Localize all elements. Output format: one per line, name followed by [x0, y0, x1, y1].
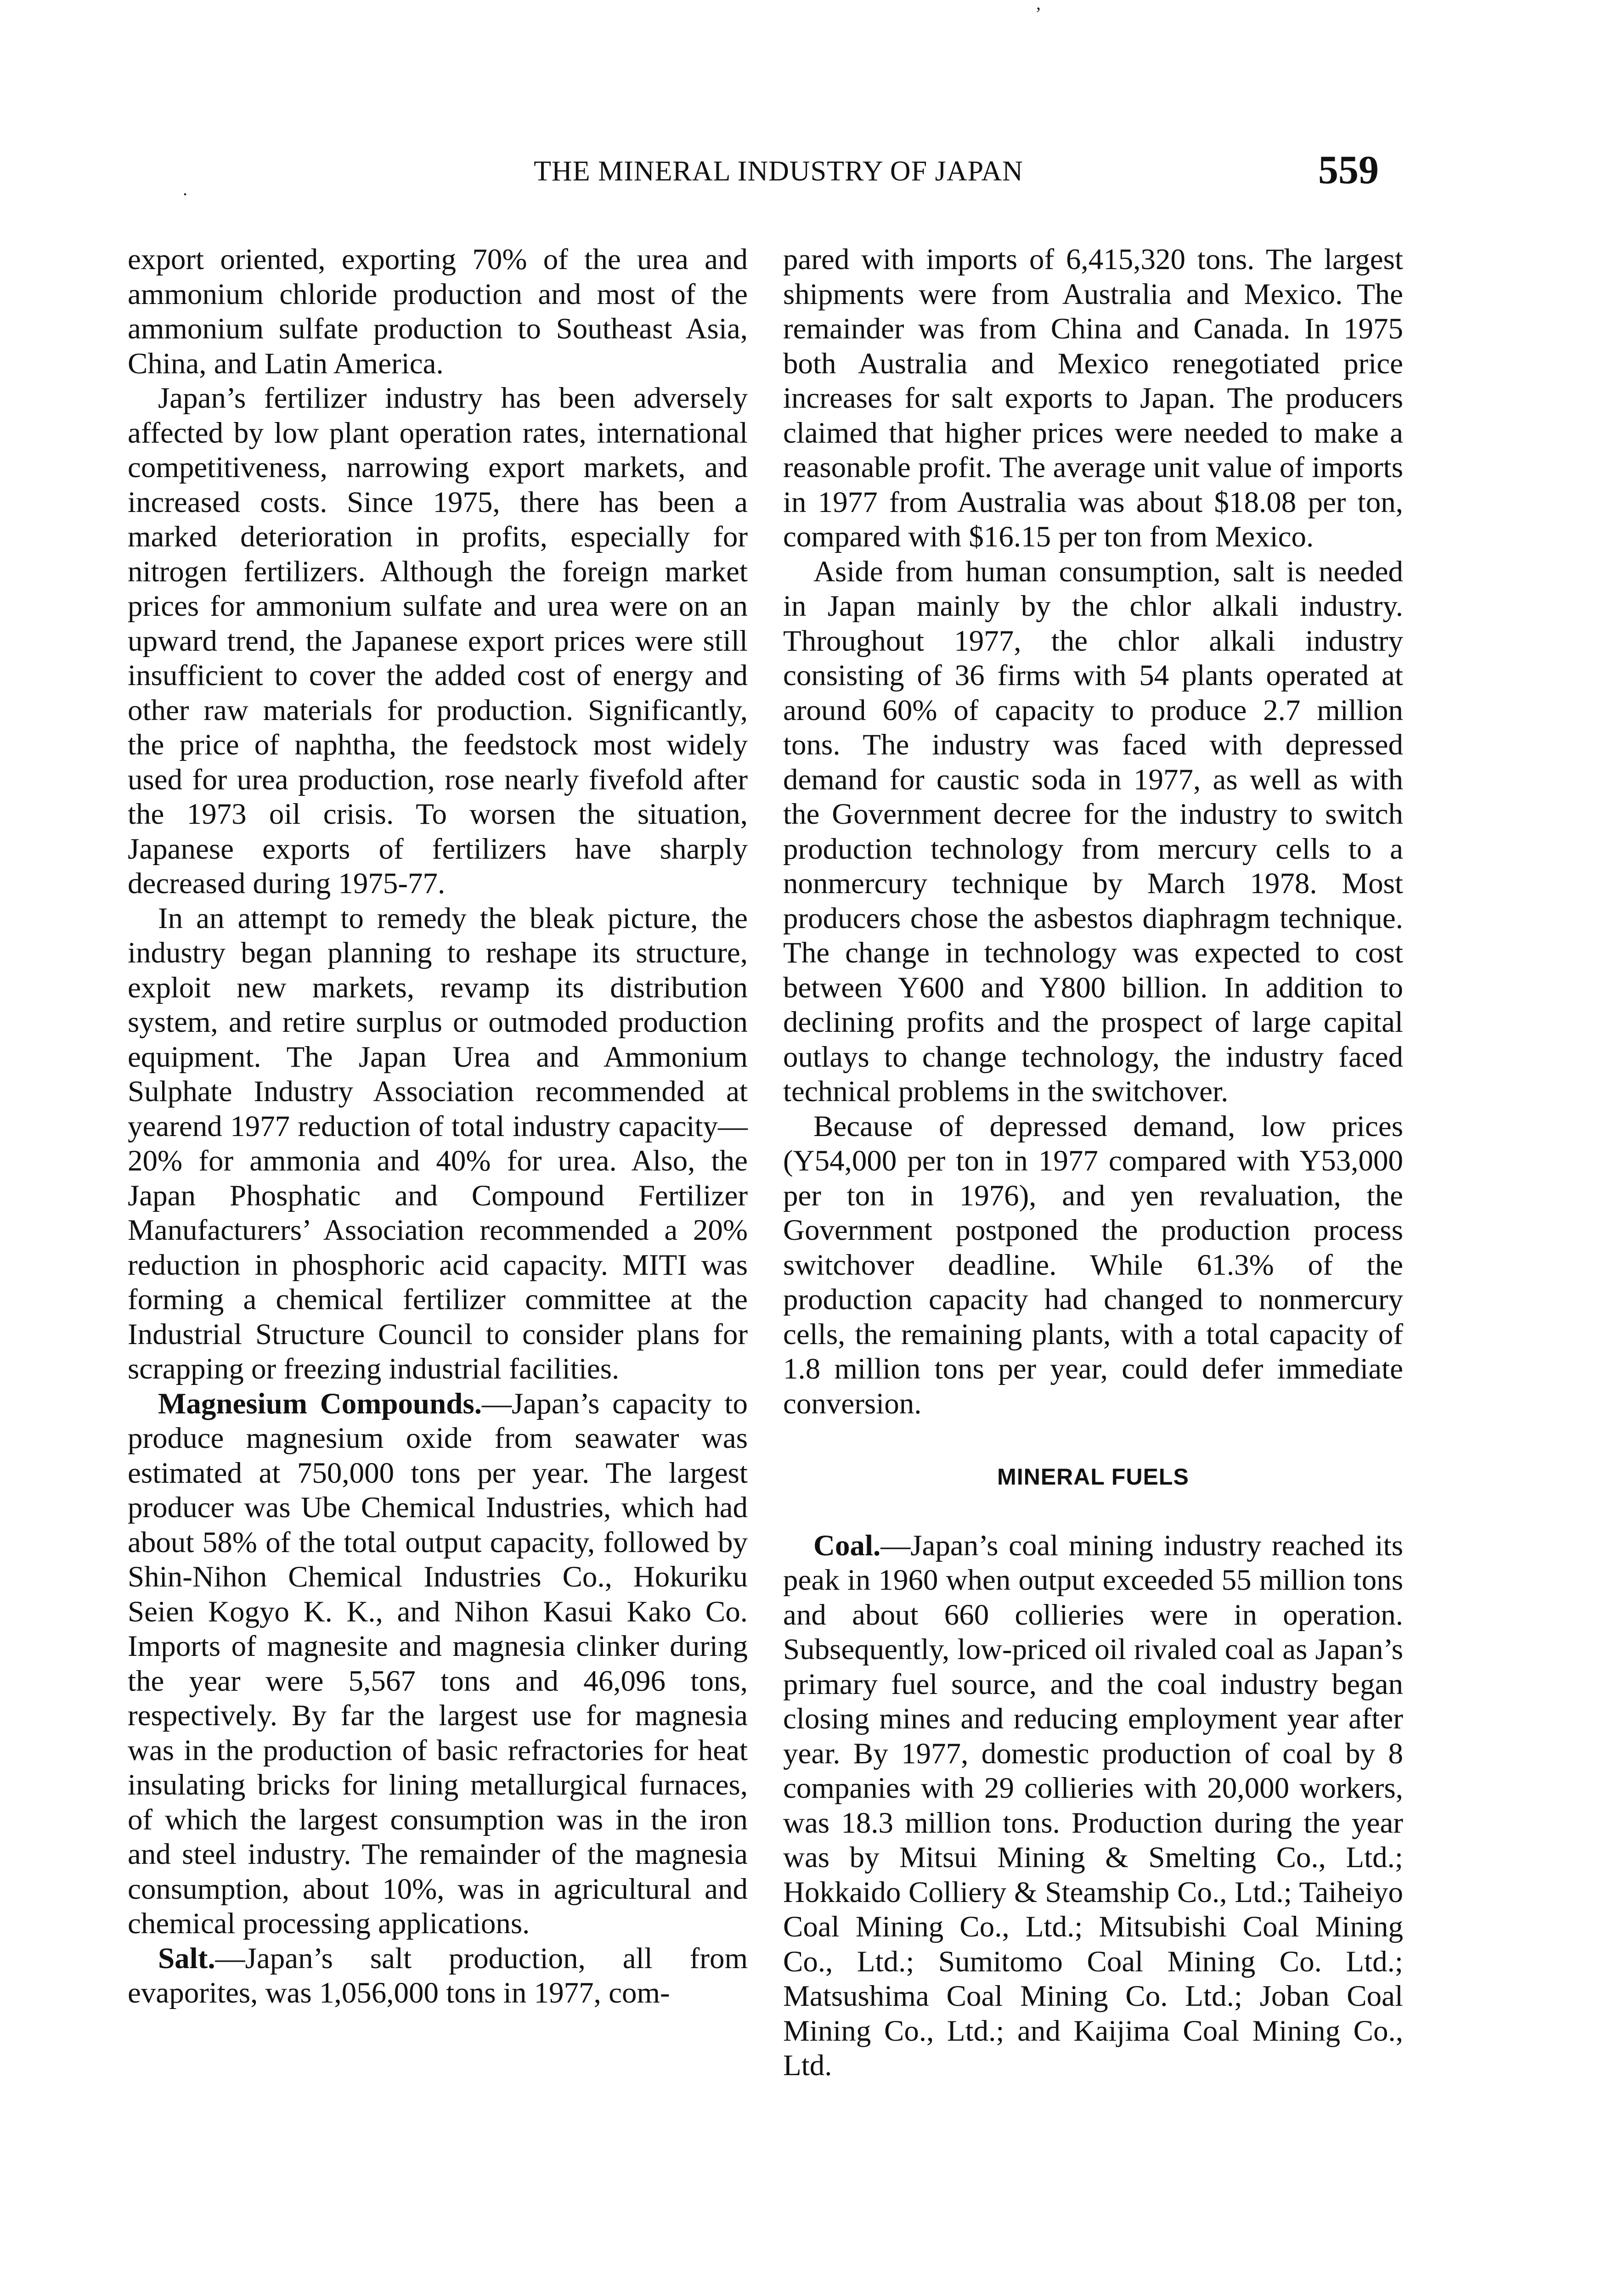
paragraph-coal — [783, 1529, 1403, 2083]
paragraph: Because of depressed demand, low prices (Y54,000 per ton in 1977 compared with Y53,000 per ton in 1976), and yen revaluation, the Government postponed the production process switchover deadline. While 61.3% of the production capacity had changed to nonmercury cells, the remaining plants, with a total capacity of 1.8 million tons per year, could defer immediate conversion. — [783, 1109, 1403, 1420]
paragraph-text: —Japan’s capacity to produce magnesium oxide from seawater was estimated at 750,000 tons per year. The largest producer was Ube Chemical Industries, which had about 58% of the total output capacity, followed by Shin-Nihon Chemical Industries Co., Hokuriku Seien Kogyo K. K., and Nihon Kasui Kako Co. Imports of magnesite and magnesia clinker during the year were 5,567 tons and 46,096 tons, respectively. By far the largest use for magnesia was in the production of basic refractories for heat insulating bricks for lining metallurgical furnaces, of which the largest consumption was in the iron and steel industry. The remainder of the magnesia consumption, about 10%, was in agricultural and chemical processing applications. — [128, 1387, 748, 1940]
left-column — [128, 242, 748, 2011]
page-number: 559 — [1318, 148, 1379, 192]
paragraph: In an attempt to remedy the bleak picture, the industry began planning to reshape its structure, exploit new markets, revamp its distribution system, and retire surplus or outmoded production equipment. The Japan Urea and Ammonium Sulphate Industry Association recommended at yearend 1977 reduction of total industry capacity—20% for ammonia and 40% for urea. Also, the Japan Phosphatic and Compound Fertilizer Manufacturers’ Association recommended a 20% reduction in phosphoric acid capacity. MITI was forming a chemical fertilizer committee at the Industrial Structure Council to consider plans for scrapping or freezing industrial facilities. — [128, 901, 748, 1385]
paragraph-text: —Japan’s salt production, all from evaporites, was 1,056,000 tons in 1977, com- — [128, 1941, 748, 2009]
run-in-heading: Coal. — [813, 1529, 881, 1562]
paragraph: Aside from human consumption, salt is needed in Japan mainly by the chlor alkali industry. Throughout 1977, the chlor alkali industry consisting of 36 firms with 54 plants operated at around 60% of capacity to produce 2.7 million tons. The industry was faced with depressed demand for caustic soda in 1977, as well as with the Government decree for the industry to switch production technology from mercury cells to a nonmercury technique by March 1978. Most producers chose the asbestos diaphragm technique. The change in technology was expected to cost between Y600 and Y800 billion. In addition to declining profits and the prospect of large capital outlays to change technology, the industry faced technical problems in the switchover. — [783, 555, 1403, 1108]
paragraph: export oriented, exporting 70% of the urea and ammonium chloride production and most of the ammonium sulfate production to Southeast Asia, China, and Latin America. — [128, 243, 748, 380]
paragraph: pared with imports of 6,415,320 tons. The largest shipments were from Australia and Mexico. The remainder was from China and Canada. In 1975 both Australia and Mexico renegotiated price increases for salt exports to Japan. The producers claimed that higher prices were needed to make a reasonable profit. The average unit value of imports in 1977 from Australia was about $18.08 per ton, compared with $16.15 per ton from Mexico. — [783, 243, 1403, 553]
stray-mark: ’ — [1035, 3, 1042, 24]
run-in-heading: Salt. — [158, 1941, 215, 1975]
paragraph: Japan’s fertilizer industry has been adversely affected by low plant operation rates, international competitiveness, narrowing export markets, and increased costs. Since 1975, there has been a marked deterioration in profits, especially for nitrogen fertilizers. Although the foreign market prices for ammonium sulfate and urea were on an upward trend, the Japanese export prices were still insufficient to cover the added cost of energy and other raw materials for production. Significantly, the price of naphtha, the feedstock most widely used for urea production, rose nearly fivefold after the 1973 oil crisis. To worsen the situation, Japanese exports of fertilizers have sharply decreased during 1975-77. — [128, 382, 748, 900]
run-in-heading: Magnesium Compounds. — [158, 1387, 482, 1420]
paragraph-magnesium-compounds — [128, 1387, 748, 1941]
running-header-title: THE MINERAL INDUSTRY OF JAPAN — [534, 156, 1023, 187]
paragraph-salt — [128, 1941, 748, 2011]
right-column — [783, 242, 1403, 2083]
stray-dot: . — [183, 179, 187, 199]
section-heading: MINERAL FUELS — [997, 1464, 1189, 1490]
paragraph-text: —Japan’s coal mining industry reached its peak in 1960 when output exceeded 55 million tons and about 660 collieries were in operation. Subsequently, low-priced oil rivaled coal as Japan’s primary fuel source, and the coal industry began closing mines and reducing employment year after year. By 1977, domestic production of coal by 8 companies with 29 collieries with 20,000 workers, was 18.3 million tons. Production during the year was by Mitsui Mining & Smelting Co., Ltd.; Hokkaido Colliery & Steamship Co., Ltd.; Taiheiyo Coal Mining Co., Ltd.; Mitsubishi Coal Mining Co., Ltd.; Sumitomo Coal Mining Co. Ltd.; Matsushima Coal Mining Co. Ltd.; Joban Coal Mining Co., Ltd.; and Kaijima Coal Mining Co., Ltd. — [783, 1529, 1403, 2082]
